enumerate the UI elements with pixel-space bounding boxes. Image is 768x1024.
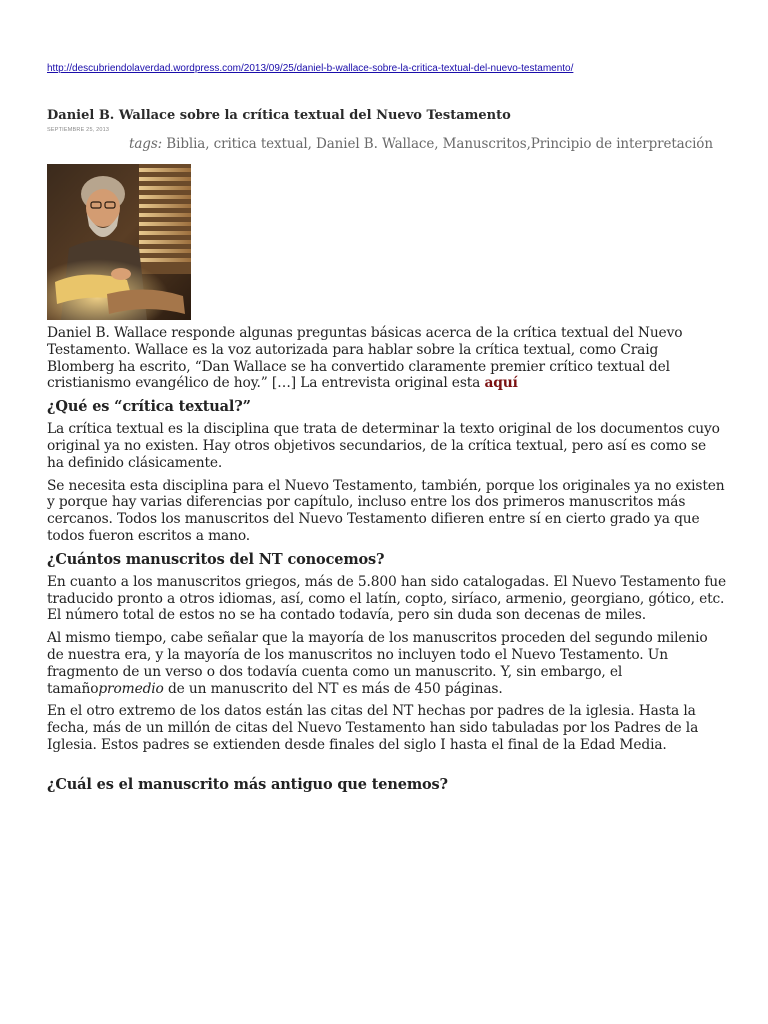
section-heading-oldest-manuscript: ¿Cuál es el manuscrito más antiguo que tenemos?: [47, 775, 448, 793]
tags-label: tags:: [129, 136, 163, 152]
original-interview-link[interactable]: aquí: [484, 375, 518, 392]
emphasis-text: promedio: [98, 680, 164, 697]
paragraph: La crítica textual es la disciplina que trata de determinar la texto original de los documentos cuyo original ya no existen. Hay otros objetivos secundarios, de la crítica textual, pero así es como se ha definido clásicamente.: [47, 421, 720, 471]
paragraph-text: de un manuscrito del NT es más de 450 páginas.: [163, 680, 503, 697]
source-url-link[interactable]: http://descubriendolaverdad.wordpress.com/2013/09/25/daniel-b-wallace-sobre-la-critica-textual-del-nuevo-testamento/: [47, 63, 574, 74]
section-heading-what-is-textual-criticism: ¿Qué es “crítica textual?”: [47, 398, 251, 416]
paragraph-text: Al mismo tiempo, cabe señalar que la mayoría de los manuscritos proceden del segundo milenio de nuestra era, y la mayoría de los manuscritos no incluyen todo el Nuevo Testamento. Un fragmento de un verso o dos todavía cuenta como un manuscrito. Y, sin embargo, el tamaño: [47, 630, 708, 697]
section-heading-how-many-manuscripts: ¿Cuántos manuscritos del NT conocemos?: [47, 550, 385, 568]
tags-line: [129, 136, 713, 152]
tags-list: Biblia, critica textual, Daniel B. Wallace, Manuscritos,Principio de interpretación: [166, 136, 713, 152]
paragraph: [47, 630, 727, 697]
article-body: [47, 325, 727, 799]
post-title: Daniel B. Wallace sobre la crítica textual del Nuevo Testamento: [47, 108, 511, 123]
intro-paragraph: [47, 325, 727, 392]
intro-text: Daniel B. Wallace responde algunas preguntas básicas acerca de la crítica textual del Nuevo Testamento. Wallace es la voz autorizada para hablar sobre la crítica textual, como Craig Blomberg ha escrito, “Dan Wallace se ha convertido claramente premier crítico textual del cristianismo evangélico de hoy.” […] La entrevista original esta: [47, 325, 683, 392]
paragraph: En el otro extremo de los datos están las citas del NT hechas por padres de la iglesia. Hasta la fecha, más de un millón de citas del Nuevo Testamento han sido tabuladas por los Padres de la Iglesia. Estos padres se extienden desde finales del siglo I hasta el final de la Edad Media.: [47, 703, 699, 753]
paragraph: Se necesita esta disciplina para el Nuevo Testamento, también, porque los originales ya no existen y porque hay varias diferencias por capítulo, incluso entre los dos primeros manuscritos más cercanos. Todos los manuscritos del Nuevo Testamento difieren entre sí en cierto grado ya que todos fueron escritos a mano.: [47, 477, 725, 544]
post-date: SEPTIEMBRE 25, 2013: [47, 127, 110, 133]
paragraph: En cuanto a los manuscritos griegos, más de 5.800 han sido catalogadas. El Nuevo Testamento fue traducido pronto a otros idiomas, así, como el latín, copto, siríaco, armenio, georgiano, gótico, etc. El número total de estos no se ha contado todavía, pero sin duda son decenas de miles.: [47, 573, 727, 624]
author-photo: [47, 164, 191, 320]
